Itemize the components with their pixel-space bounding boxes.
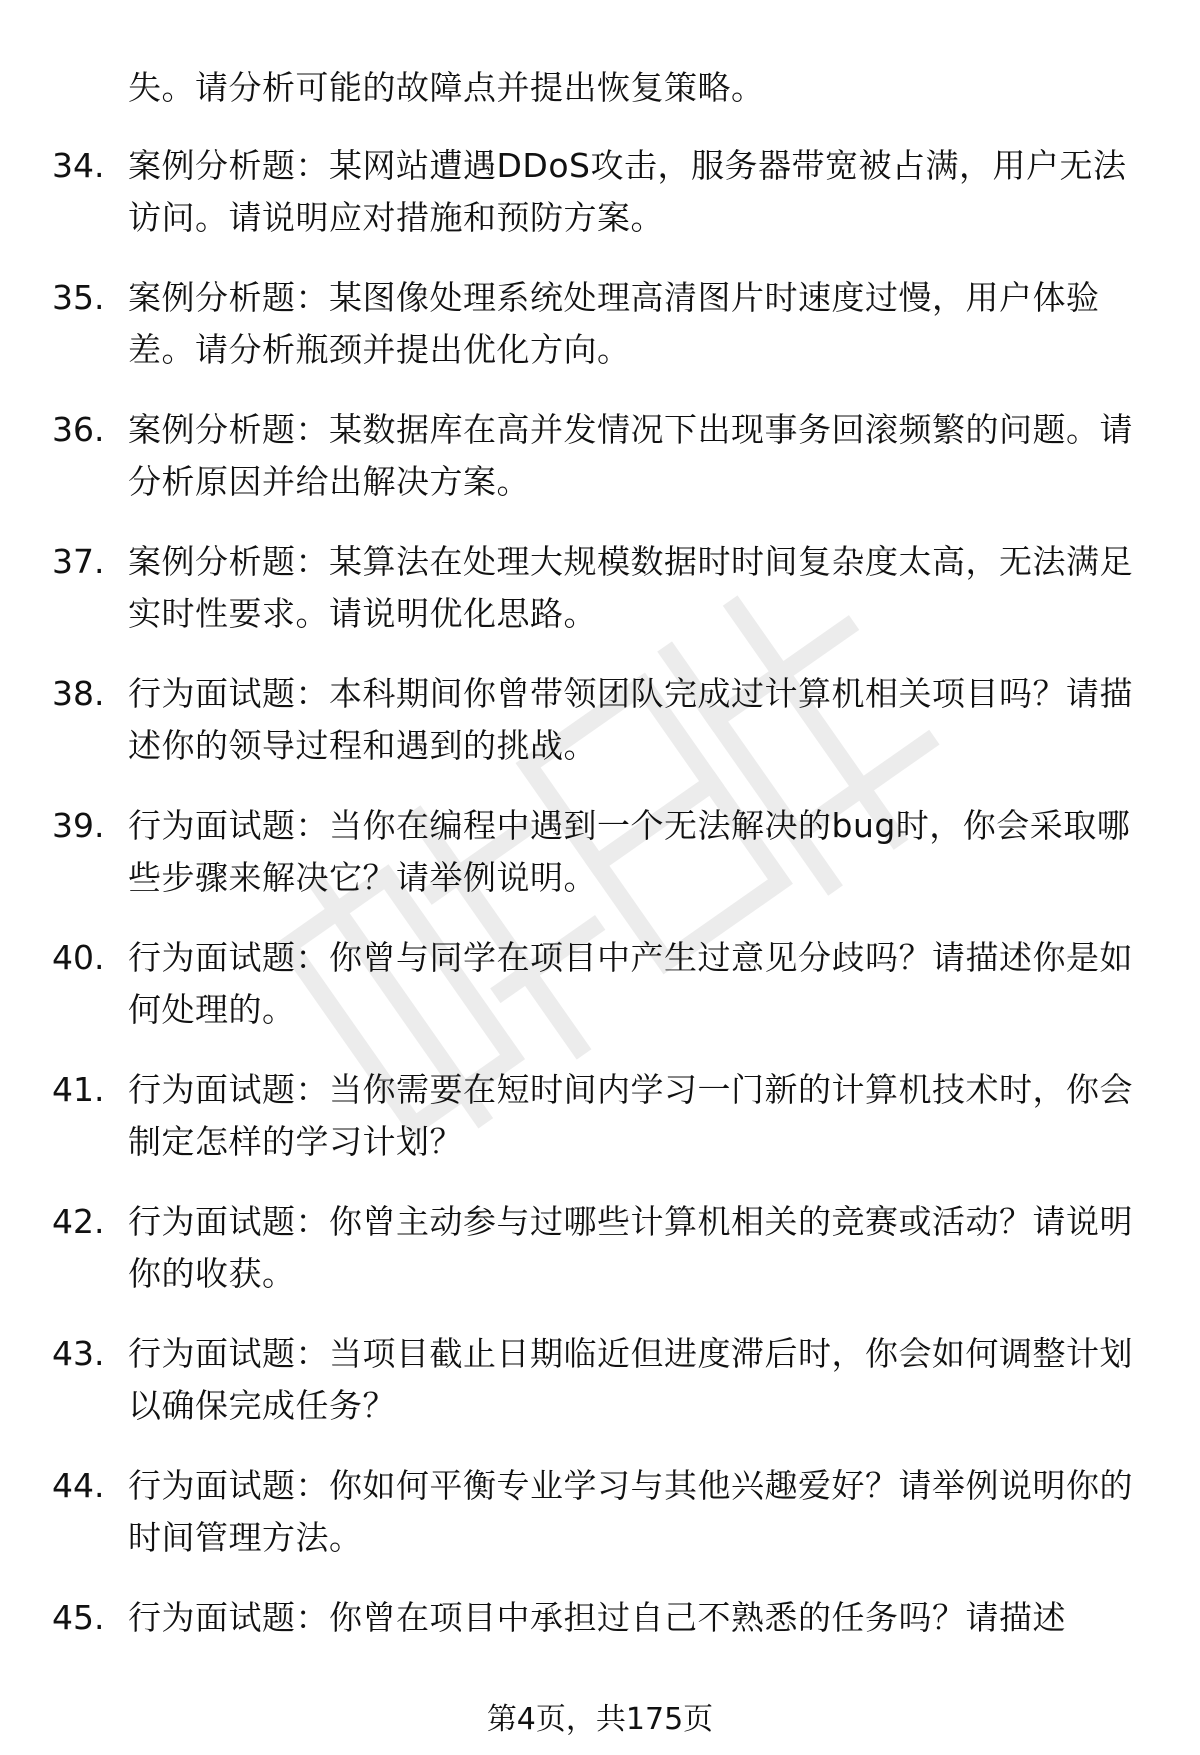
question-number: 41.	[52, 1070, 105, 1109]
question-number: 35.	[52, 278, 105, 317]
page-footer: 第4页，共175页	[486, 1702, 714, 1737]
question-number: 36.	[52, 410, 105, 449]
question-number: 38.	[52, 674, 105, 713]
question-number: 40.	[52, 938, 105, 977]
question-text: 行为面试题：当你需要在短时间内学习一门新的计算机技术时，你会制定怎样的学习计划？	[128, 1070, 1133, 1161]
question-item	[0, 404, 1200, 536]
question-text: 行为面试题：你如何平衡专业学习与其他兴趣爱好？请举例说明你的时间管理方法。	[128, 1466, 1133, 1557]
question-text: 行为面试题：你曾与同学在项目中产生过意见分歧吗？请描述你是如何处理的。	[128, 938, 1133, 1029]
question-item	[0, 1196, 1200, 1328]
question-number: 37.	[52, 542, 105, 581]
question-number: 39.	[52, 806, 105, 845]
question-item	[0, 140, 1200, 272]
question-text: 案例分析题：某算法在处理大规模数据时时间复杂度太高，无法满足实时性要求。请说明优化思路。	[128, 542, 1133, 633]
question-text: 行为面试题：你曾在项目中承担过自己不熟悉的任务吗？请描述	[128, 1598, 1066, 1637]
question-number: 34.	[52, 146, 105, 185]
question-item	[0, 1328, 1200, 1460]
question-text: 行为面试题：当项目截止日期临近但进度滞后时，你会如何调整计划以确保完成任务？	[128, 1334, 1133, 1425]
question-item	[0, 800, 1200, 932]
question-item	[0, 932, 1200, 1064]
question-text: 案例分析题：某网站遭遇DDoS攻击，服务器带宽被占满，用户无法访问。请说明应对措施和预防方案。	[128, 146, 1127, 237]
question-text: 行为面试题：你曾主动参与过哪些计算机相关的竞赛或活动？请说明你的收获。	[128, 1202, 1133, 1293]
question-item	[0, 1064, 1200, 1196]
question-text: 案例分析题：某数据库在高并发情况下出现事务回滚频繁的问题。请分析原因并给出解决方案。	[128, 410, 1133, 501]
question-text: 行为面试题：本科期间你曾带领团队完成过计算机相关项目吗？请描述你的领导过程和遇到的挑战。	[128, 674, 1133, 765]
question-item	[0, 272, 1200, 404]
question-item	[0, 668, 1200, 800]
question-number: 43.	[52, 1334, 105, 1373]
question-item	[0, 536, 1200, 668]
question-text: 案例分析题：某图像处理系统处理高清图片时速度过慢，用户体验差。请分析瓶颈并提出优化方向。	[128, 278, 1100, 369]
question-number: 44.	[52, 1466, 105, 1505]
question-text: 行为面试题：当你在编程中遇到一个无法解决的bug时，你会采取哪些步骤来解决它？请举例说明。	[128, 806, 1131, 897]
question-number: 42.	[52, 1202, 105, 1241]
question-number: 45.	[52, 1598, 105, 1637]
continuation-text: 失。请分析可能的故障点并提出恢复策略。	[128, 68, 765, 107]
question-list	[0, 140, 1200, 1724]
question-item	[0, 1460, 1200, 1592]
